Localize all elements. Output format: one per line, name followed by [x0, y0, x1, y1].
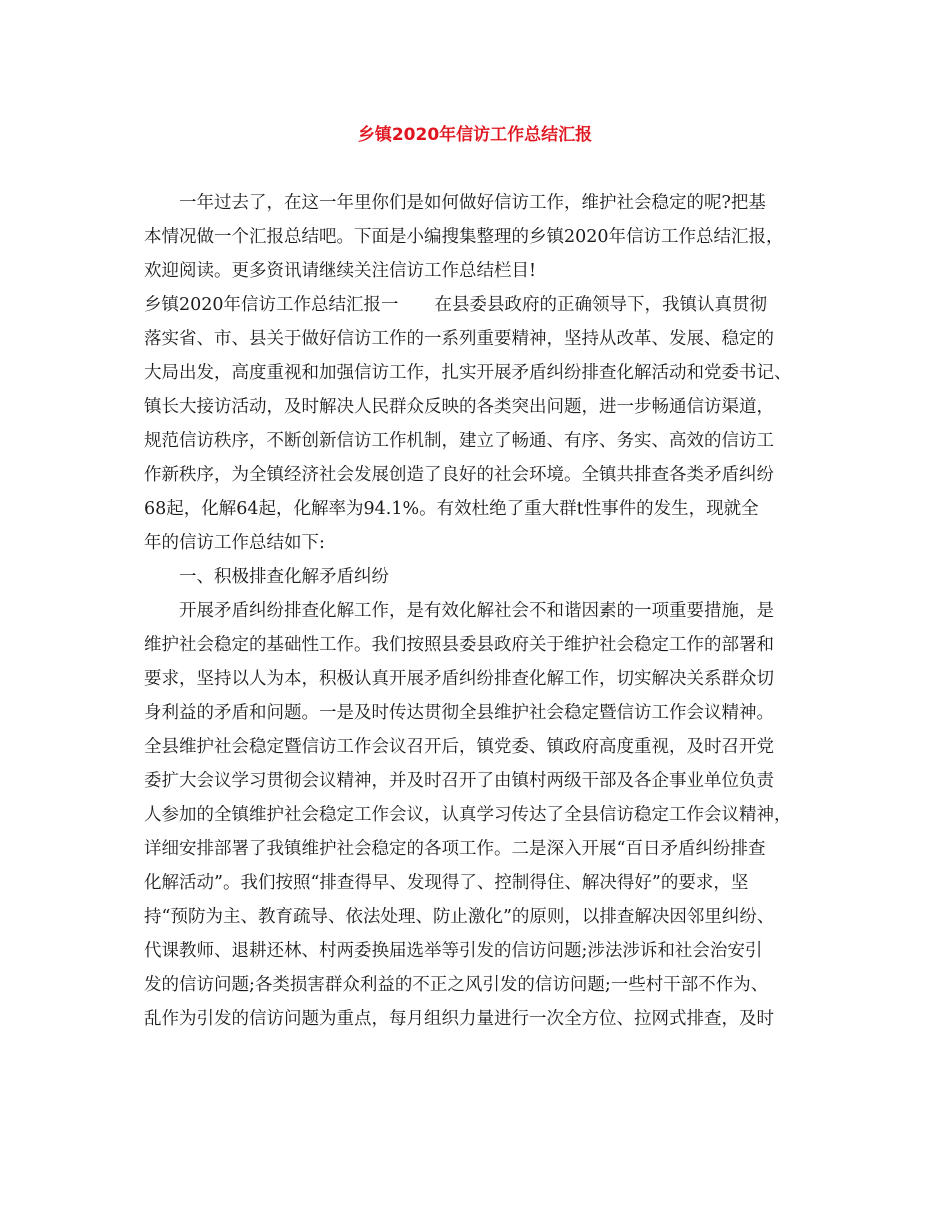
section-heading: 乡镇2020年信访工作总结汇报一 — [144, 295, 399, 315]
text-line: 委扩大会议学习贯彻会议精神，并及时召开了由镇村两级干部及各企事业单位负责 — [144, 771, 774, 791]
text-line: 持“预防为主、教育疏导、依法处理、防止激化”的原则，以排查解决因邻里纠纷、 — [144, 907, 775, 927]
text-line: 化解活动”。我们按照“排查得早、发现得了、控制得住、解决得好”的要求，坚 — [144, 873, 749, 893]
text-line: 年的信访工作总结如下: — [144, 533, 325, 553]
text-line: 镇长大接访活动，及时解决人民群众反映的各类突出问题，进一步畅通信访渠道， — [144, 397, 774, 417]
text-line: 维护社会稳定的基础性工作。我们按照县委县政府关于维护社会稳定工作的部署和 — [144, 635, 774, 655]
text-line: 欢迎阅读。更多资讯请继续关注信访工作总结栏目! — [144, 261, 537, 281]
text-line: 68起，化解64起，化解率为94.1%。有效杜绝了重大群t性事件的发生，现就全 — [144, 499, 759, 519]
paragraph-start: 在县委县政府的正确领导下，我镇认真贯彻 — [434, 295, 768, 315]
document-title: 乡镇2020年信访工作总结汇报 — [357, 125, 593, 145]
text-line: 作新秩序，为全镇经济社会发展创造了良好的社会环境。全镇共排查各类矛盾纠纷 — [144, 465, 774, 485]
text-line: 规范信访秩序，不断创新信访工作机制，建立了畅通、有序、务实、高效的信访工 — [144, 431, 774, 451]
text-line: 发的信访问题;各类损害群众利益的不正之风引发的信访问题;一些村干部不作为、 — [144, 975, 769, 995]
text-line: 身利益的矛盾和问题。一是及时传达贯彻全县维护社会稳定暨信访工作会议精神。 — [144, 703, 774, 723]
text-line: 要求，坚持以人为本，积极认真开展矛盾纠纷排查化解工作，切实解决关系群众切 — [144, 669, 774, 689]
text-line: 乱作为引发的信访问题为重点，每月组织力量进行一次全方位、拉网式排查，及时 — [144, 1009, 774, 1029]
text-line: 本情况做一个汇报总结吧。下面是小编搜集整理的乡镇2020年信访工作总结汇报， — [144, 227, 784, 247]
text-line: 一年过去了，在这一年里你们是如何做好信访工作，维护社会稳定的呢?把基 — [179, 193, 766, 213]
text-line: 大局出发，高度重视和加强信访工作，扎实开展矛盾纠纷排查化解活动和党委书记、 — [144, 363, 792, 383]
text-line: 代课教师、退耕还林、村两委换届选举等引发的信访问题;涉法涉诉和社会治安引 — [144, 941, 763, 961]
text-line: 人参加的全镇维护社会稳定工作会议，认真学习传达了全县信访稳定工作会议精神， — [144, 805, 792, 825]
text-line: 落实省、市、县关于做好信访工作的一系列重要精神，坚持从改革、发展、稳定的 — [144, 329, 774, 349]
text-line: 详细安排部署了我镇维护社会稳定的各项工作。二是深入开展“百日矛盾纠纷排查 — [144, 839, 766, 859]
document-body — [144, 186, 816, 1036]
text-line-combined — [144, 288, 816, 322]
text-line: 全县维护社会稳定暨信访工作会议召开后，镇党委、镇政府高度重视，及时召开党 — [144, 737, 774, 757]
text-line: 开展矛盾纠纷排查化解工作，是有效化解社会不和谐因素的一项重要措施，是 — [179, 601, 774, 621]
section-heading: 一、积极排查化解矛盾纠纷 — [179, 567, 389, 587]
